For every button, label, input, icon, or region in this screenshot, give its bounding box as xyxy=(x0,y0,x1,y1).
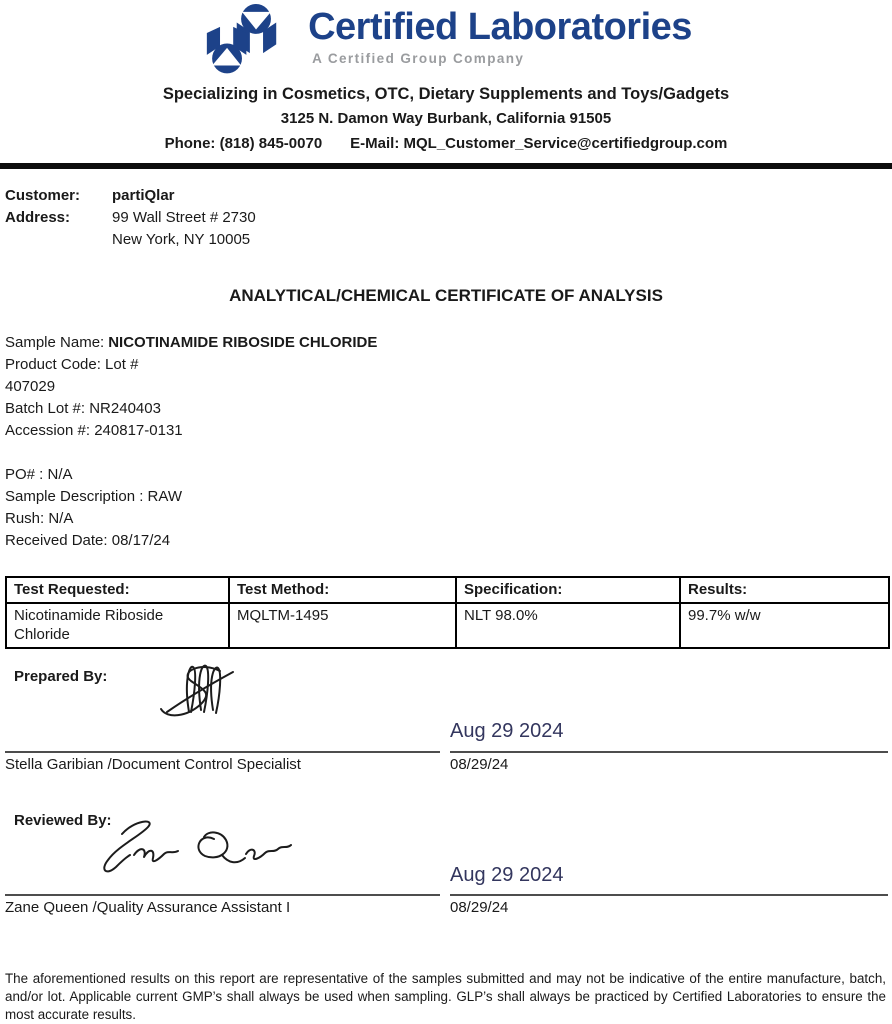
logo xyxy=(0,0,892,76)
certified-laboratories-logo-icon xyxy=(200,4,298,76)
results-table-header-row xyxy=(6,577,889,603)
prepared-by-label: Prepared By: xyxy=(14,668,108,685)
sample-description-line: Sample Description : RAW xyxy=(5,488,182,505)
address-row xyxy=(5,207,892,229)
reviewed-signature-image xyxy=(98,814,293,876)
reviewed-signature-line xyxy=(5,894,440,896)
results-table-row xyxy=(6,603,889,648)
col-results: Results: xyxy=(680,577,889,603)
address-line-1: 99 Wall Street # 2730 xyxy=(112,209,256,226)
disclaimer-text: The aforementioned results on this report are representative of the samples submitted and may not be indicative of the entire manufacture, batch, and/or lot. Applicable current GMP’s shall always be used when sampling. GLP’s shall always be practiced by Certified Laboratories to ensure the most accurate results. xyxy=(5,971,886,1022)
cell-test-requested: Nicotinamide Riboside Chloride xyxy=(6,603,229,648)
col-test-requested: Test Requested: xyxy=(6,577,229,603)
col-test-method: Test Method: xyxy=(229,577,456,603)
header-contact-line xyxy=(0,134,892,153)
header-address-line: 3125 N. Damon Way Burbank, California 91505 xyxy=(280,110,612,127)
batch-lot-line: Batch Lot #: NR240403 xyxy=(5,400,161,417)
reviewed-date-text: 08/29/24 xyxy=(450,899,509,916)
address-line-2: New York, NY 10005 xyxy=(112,231,251,248)
prepared-signature-line xyxy=(5,751,440,753)
header-email: E-Mail: MQL_Customer_Service@certifiedgroup.com xyxy=(350,135,728,152)
sample-name-label: Sample Name: xyxy=(5,334,105,351)
customer-name: partiQlar xyxy=(112,187,175,204)
sample-name-line xyxy=(5,332,892,354)
header-phone: Phone: (818) 845-0070 xyxy=(164,135,323,152)
header-divider-rule xyxy=(0,163,892,169)
rush-line: Rush: N/A xyxy=(5,510,74,527)
accession-line: Accession #: 240817-0131 xyxy=(5,422,183,439)
reviewed-by-label: Reviewed By: xyxy=(14,812,112,829)
product-code-value: 407029 xyxy=(5,378,56,395)
po-line: PO# : N/A xyxy=(5,466,73,483)
header-specialties-line: Specializing in Cosmetics, OTC, Dietary Supplements and Toys/Gadgets xyxy=(162,85,730,103)
address-row-2 xyxy=(5,229,892,251)
results-table xyxy=(5,576,890,649)
prepared-date-line xyxy=(450,751,888,753)
logo-tagline: A Certified Group Company xyxy=(312,51,525,66)
product-code-line: Product Code: Lot # xyxy=(5,356,139,373)
reviewed-by-section xyxy=(0,806,892,938)
reviewed-by-name-title: Zane Queen /Quality Assurance Assistant I xyxy=(5,899,291,916)
cell-specification: NLT 98.0% xyxy=(456,603,680,648)
logo-text xyxy=(308,4,692,66)
prepared-date-stamp: Aug 29 2024 xyxy=(450,720,564,742)
received-date-line: Received Date: 08/17/24 xyxy=(5,532,171,549)
prepared-by-name-title: Stella Garibian /Document Control Specialist xyxy=(5,756,301,773)
address-label-spacer xyxy=(5,229,112,251)
sample-name-value: NICOTINAMIDE RIBOSIDE CHLORIDE xyxy=(108,334,378,351)
address-label: Address: xyxy=(5,209,71,226)
reviewed-date-line xyxy=(450,894,888,896)
cell-results: 99.7% w/w xyxy=(680,603,889,648)
document-title: ANALYTICAL/CHEMICAL CERTIFICATE OF ANALYSIS xyxy=(229,286,663,305)
col-specification: Specification: xyxy=(456,577,680,603)
prepared-date-text: 08/29/24 xyxy=(450,756,509,773)
customer-row xyxy=(5,185,892,207)
sample-info-block xyxy=(5,332,892,552)
prepared-signature-image xyxy=(122,660,272,720)
cell-test-method: MQLTM-1495 xyxy=(229,603,456,648)
customer-block xyxy=(5,185,892,251)
customer-label: Customer: xyxy=(5,187,81,204)
blank-line xyxy=(5,442,892,464)
prepared-by-section xyxy=(0,660,892,792)
reviewed-date-stamp: Aug 29 2024 xyxy=(450,864,564,886)
logo-company-name: Certified Laboratories xyxy=(308,6,692,48)
